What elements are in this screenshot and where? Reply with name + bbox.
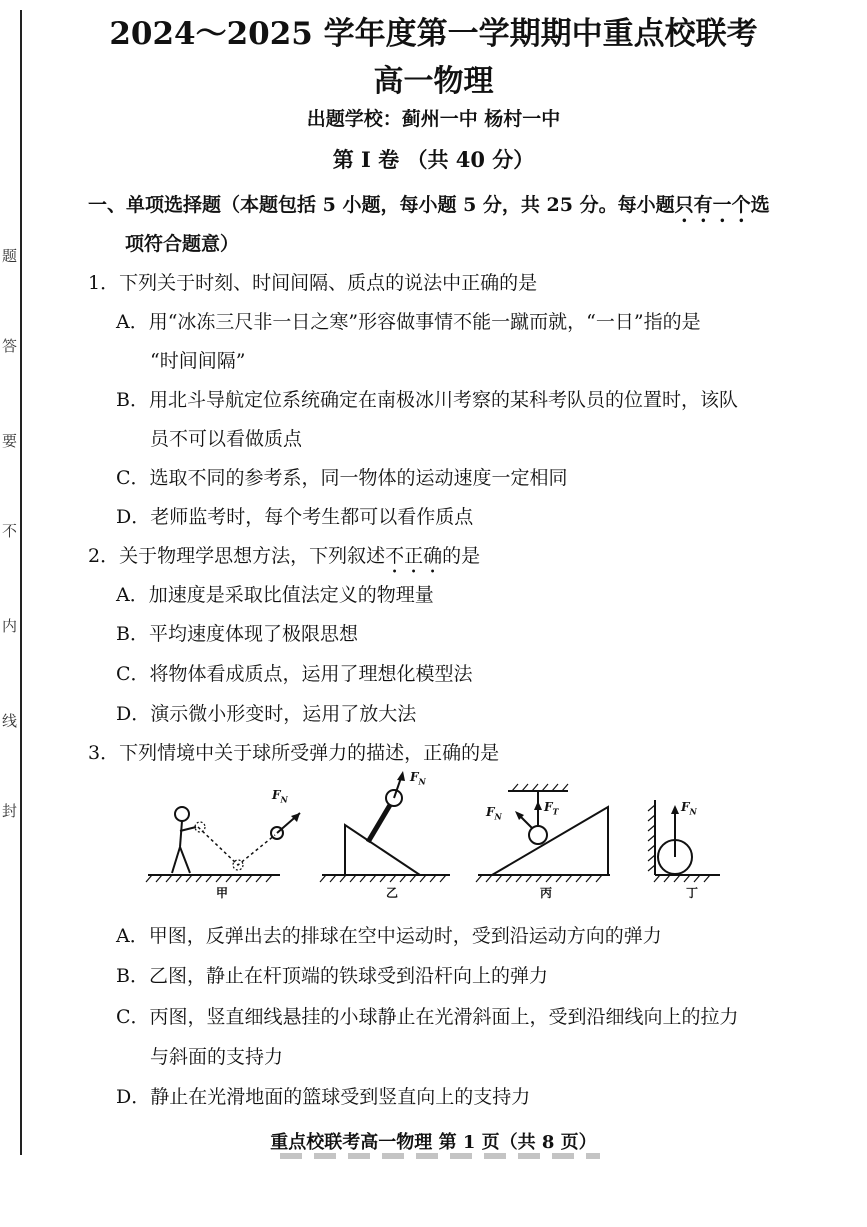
arrow-head xyxy=(397,771,405,781)
figure-caption: 甲 xyxy=(216,886,229,900)
setter-schools: 出题学校：蓟州一中 杨村一中 xyxy=(306,108,561,130)
option-c-cont: 与斜面的支持力 xyxy=(150,1046,284,1068)
section-heading: 一、单项选择题（本题包括 5 小题，每小题 5 分，共 25 分。每小题只有一个选 xyxy=(88,194,770,216)
gutter-char: 不 xyxy=(2,522,18,540)
ground-hatching xyxy=(146,875,272,882)
wall-hatching xyxy=(648,805,655,871)
gutter-char: 线 xyxy=(2,712,18,730)
ceiling-hatching xyxy=(512,784,568,791)
ground-hatching xyxy=(654,875,710,882)
ball-trajectory xyxy=(198,827,275,865)
option-d: D．老师监考时，每个考生都可以看作质点 xyxy=(116,506,474,528)
binding-line xyxy=(20,10,22,1155)
option-d: D．演示微小形变时，运用了放大法 xyxy=(116,703,417,725)
option-c: C．选取不同的参考系，同一物体的运动速度一定相同 xyxy=(116,467,568,489)
incline-block xyxy=(345,825,420,875)
option-b: B．平均速度体现了极限思想 xyxy=(116,623,358,645)
gutter-char: 内 xyxy=(2,617,18,635)
option-a: A．用“冰冻三尺非一日之寒”形容做事情不能一蹴而就，“一日”指的是 xyxy=(116,311,701,333)
page-footer: 重点校联考高一物理 第 1 页（共 8 页） xyxy=(270,1132,597,1153)
option-b: B．乙图，静止在杆顶端的铁球受到沿杆向上的弹力 xyxy=(116,965,548,987)
volume-heading: 第 Ⅰ 卷 （共 40 分） xyxy=(332,147,535,172)
incline-wedge xyxy=(492,807,608,875)
ball-start xyxy=(195,822,205,832)
option-b-cont: 员不可以看做质点 xyxy=(150,428,303,450)
question-stem: 1．下列关于时刻、时间间隔、质点的说法中正确的是 xyxy=(88,272,538,294)
subject-title: 高一物理 xyxy=(373,64,494,99)
force-label-fn: $F_N$ xyxy=(272,788,288,805)
force-label-ft: $F_T$ xyxy=(544,800,559,817)
force-label-fn: $F_N$ xyxy=(681,800,697,817)
person-leg xyxy=(180,847,190,873)
force-label-fn: $F_N$ xyxy=(486,805,502,822)
arrow-head xyxy=(534,801,542,810)
ground-hatching xyxy=(320,875,446,882)
section-heading-cont: 项符合题意） xyxy=(125,233,240,255)
exam-title: 2024～2025 学年度第一学期期中重点校联考 xyxy=(109,16,758,52)
option-a: A．加速度是采取比值法定义的物理量 xyxy=(116,584,434,606)
person-leg xyxy=(172,847,180,873)
figure-caption: 丁 xyxy=(686,886,699,900)
person-body xyxy=(180,821,182,847)
figure-caption: 乙 xyxy=(386,886,399,900)
gutter-char: 题 xyxy=(2,247,18,265)
gutter-char: 封 xyxy=(2,802,18,820)
gutter-char: 答 xyxy=(2,337,18,355)
option-a: A．甲图，反弹出去的排球在空中运动时，受到沿运动方向的弹力 xyxy=(116,925,662,947)
option-b: B．用北斗导航定位系统确定在南极冰川考察的某科考队员的位置时，该队 xyxy=(116,389,738,411)
question-stem: 3．下列情境中关于球所受弹力的描述，正确的是 xyxy=(88,742,500,764)
suspended-ball xyxy=(529,826,547,844)
option-c: C．将物体看成质点，运用了理想化模型法 xyxy=(116,663,473,685)
force-diagram-figure xyxy=(140,765,720,895)
force-label-fn: $F_N$ xyxy=(410,770,426,787)
option-a-cont: “时间间隔” xyxy=(150,350,246,372)
rod xyxy=(368,805,390,842)
person-head xyxy=(175,807,189,821)
show-through-artifact xyxy=(280,1153,600,1159)
ground-hatching xyxy=(476,875,602,882)
question-stem: 2．关于物理学思想方法，下列叙述不正确的是 xyxy=(88,545,481,567)
figure-caption: 丙 xyxy=(540,886,553,900)
option-d: D．静止在光滑地面的篮球受到竖直向上的支持力 xyxy=(116,1086,531,1108)
option-c: C．丙图，竖直细线悬挂的小球静止在光滑斜面上，受到沿细线向上的拉力 xyxy=(116,1006,739,1028)
gutter-char: 要 xyxy=(2,432,18,450)
arrow-head xyxy=(671,805,679,814)
